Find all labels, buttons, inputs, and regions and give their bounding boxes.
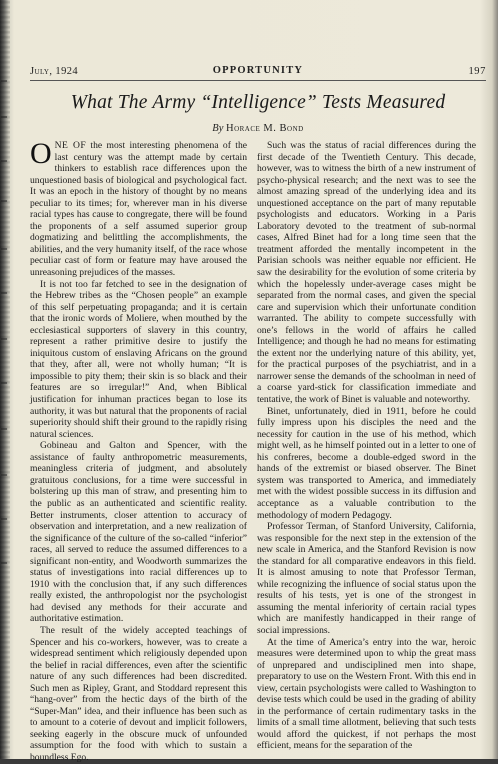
author-name: Horace M. Bond (226, 123, 304, 134)
facing-page-margin-marks (0, 70, 10, 630)
lead-in: NE OF (54, 140, 87, 151)
byline (30, 123, 486, 134)
paragraph: It is not too far fetched to see in the designation of the Hebrew tribes as the “Chosen people” an example of this self perpetuating propaganda; and it is certain that the ironic words of Moliere, when mouthed by the ecclesiastical supporters of slavery in this country, represent a rather primitive desire to justify the iniquitous custom of enslaving Africans on the ground that they, after all, were not wholly human; “It is impossible to pity them; their skin is so black and their features are so irregular!” And, when Biblical justification for inhuman practices began to lose its authority, it was but natural that the proponents of racial superiority should shift their ground to the rapidly rising natural sciences. (30, 278, 247, 440)
issue-date: July, 1924 (30, 66, 79, 77)
paragraph (30, 137, 247, 279)
paragraph: Professor Terman, of Stanford University, California, was responsible for the next step in the extension of the new scale in America, and the Stanford Revision is now the standard for all comparative endeavors in this field. It is almost amusing to note that Professor Terman, while recognizing the influence of social status upon the results of his tests, yet is one of the strongest in assuming the mental inferiority of certain racial types which are manifestly handicapped in their range of social impressions. (257, 521, 476, 636)
paragraph-text: the most interesting phenomena of the last century was the attempt made by certain thinkers to establish race differences upon the unquestioned basis of biological and psychological fact. It was an epoch in the history of thought by no means peculiar to its times; for, wherever man in his diverse racial types has cause to congregate, there will be found the proponents of a self assumed superior group dogmatizing and belittling the accomplishments, the abilities, and the very humanity itself, of the race whose peculiar cast of form or feature may have aroused the unreasoning prejudices of the masses. (30, 140, 247, 279)
running-header (30, 62, 486, 81)
right-column (257, 140, 476, 752)
paragraph: At the time of America’s entry into the war, heroic measures were determined upon to whip the great mass of unprepared and undisciplined men into shape, preparatory to use on the Western Front. With this end in view, certain psychologists were called to Washington to devise tests which could be used in the grading of ability in the performance of certain rudimentary tasks in the limits of a small time allotment, believing that such tests would afford the quickest, if not perhaps the most efficient, means for the separation of the (257, 636, 476, 752)
page-number: 197 (468, 66, 486, 77)
article-title: What The Army “Intelligence” Tests Measured (70, 92, 446, 113)
paragraph: Such was the status of racial differences during the first decade of the Twentieth Century. This decade, however, was to witness the birth of a new instrument of psycho-physical research; and the next was to see the almost amazing spread of the underlying idea and its unquestioned acceptance on the part of many reputable psychologists and educators. Working in a Paris Laboratory devoted to the treatment of sub-normal cases, Alfred Binet had for a long time seen that the treatment afforded the mentally incompetent in the Parisian schools was neither equable nor efficient. He saw the desirability for the evolution of some criteria by which the hopelessly under-average cases might be separated from the normal cases, and given the special care and supervision which their unfortunate condition warranted. The ability to compete successfully with one’s fellows in the world of affairs he called Intelligence; and though he had no means for estimating the extent nor the underlying nature of this ability, yet, for the practical purposes of the psychiatrist, and in a narrower sense the demands of the schoolman in need of a coarse yard-stick for classification immediate and tentative, the work of Binet is valuable and noteworthy. (257, 140, 476, 406)
paragraph: Binet, unfortunately, died in 1911, before he could fully impress upon his disciples the need and the necessity for caution in the use of his method, which might well, as he himself pointed out in a letter to one of his confreres, become a double-edged sword in the hands of the extremist or biased observer. The Binet system was transported to America, and immediately met with the widest possible success in its diffusion and acceptance as a valuable contribution to the methodology of modern Pedagogy. (257, 405, 476, 521)
magazine-name: OPPORTUNITY (212, 65, 304, 76)
drop-cap: O (30, 137, 52, 170)
paragraph: The result of the widely accepted teachings of Spencer and his co-workers, however, was to create a widespread sentiment which religiously depended upon the belief in racial differences, even after the scientific nature of any such differences had been discredited. Such men as Ripley, Grant, and Stoddard represent this “hang-over” from the hectic days of the birth of the “Super-Man” idea, and their influence has been such as to amount to a coterie of devout and implicit followers, seeking eagerly in the obscure muck of unfounded assumption for the food with which to sustain a boundless Ego. (30, 624, 247, 763)
byline-prefix: By (212, 123, 224, 134)
left-column (30, 137, 247, 764)
paragraph: Gobineau and Galton and Spencer, with the assistance of faulty anthropometric measurements, meaningless criteria of judgment, and absolutely gratuitous conclusions, for a time were successful in bolstering up this man of straw, and presenting him to the public as an authenticated and scientific reality. Better instruments, closer attention to accuracy of observation and interpretation, and a new realization of the significance of the culture of the so-called “inferior” races, all served to reduce the assumed differences to a significant non-entity, and Woodworth summarizes the status of investigations into racial differences up to 1910 with the conclusion that, if any such differences really existed, the anthropologist nor the psychologist had devised any methods for their accurate and authoritative estimation. (30, 440, 247, 625)
